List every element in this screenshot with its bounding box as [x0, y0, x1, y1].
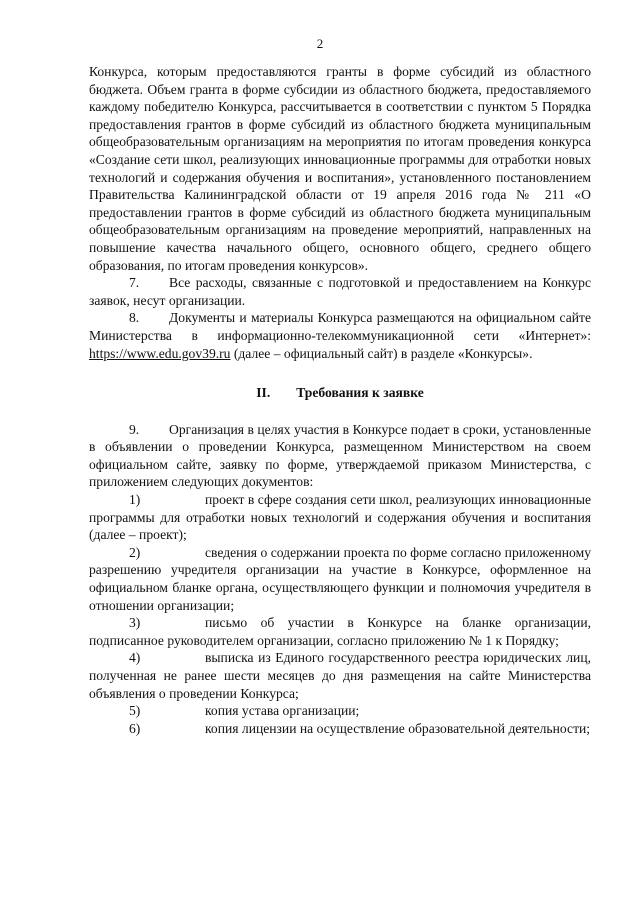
- list-item-text: копия устава организации;: [205, 703, 360, 719]
- paragraph-9-number: 9.: [129, 421, 140, 437]
- list-item-label: 1): [129, 492, 141, 508]
- paragraph-8-text-after: (далее – официальный сайт) в разделе «Конкурсы».: [230, 345, 533, 361]
- list-item-text: проект в сфере создания сети школ, реализующих инновационные программы для отработки новых технологий и содержания обучения и воспитания (далее – проект);: [89, 492, 591, 543]
- document-body: [89, 63, 591, 737]
- paragraph-7: [89, 274, 591, 309]
- paragraph-7-text: Все расходы, связанные с подготовкой и предоставлением на Конкурс заявок, несут организации.: [89, 275, 591, 308]
- list-item: [89, 491, 591, 544]
- list-item: [89, 614, 591, 649]
- paragraph-9-text: Организация в целях участия в Конкурсе подает в сроки, установленные в объявлении о проведении Конкурса, размещенном Министерством на своем официальном сайте, заявку по форме, утверждаемой приказом Министерства, с приложением следующих документов:: [89, 421, 591, 490]
- section-number: II.: [256, 385, 271, 401]
- list-item: [89, 720, 591, 738]
- list-item-label: 6): [129, 720, 141, 736]
- paragraph-8-text-before: Документы и материалы Конкурса размещаются на официальном сайте Министерства в информационно-телекоммуникационной сети «Интернет»:: [89, 310, 591, 343]
- list-item-text: копия лицензии на осуществление образовательной деятельности;: [205, 720, 591, 736]
- list-item-label: 5): [129, 703, 141, 719]
- list-item-label: 2): [129, 544, 141, 560]
- official-site-link[interactable]: https://www.edu.gov39.ru: [89, 345, 231, 361]
- paragraph-6-continuation: Конкурса, которым предоставляются гранты в форме субсидий из областного бюджета. Объем гранта в форме субсидии из областного бюджета, предоставляемого каждому победителю Конкурса, рассчитывается в соответствии с пунктом 5 Порядка предоставления грантов в форме субсидий из областного бюджета муниципальным общеобразовательным организациям на мероприятия по итогам проведения конкурса «Создание сети школ, реализующих инновационные программы для отработки новых технологий и содержания обучения и воспитания», установленного постановлением Правительства Калининградской области от 19 апреля 2016 года № 211 «О предоставлении грантов в форме субсидий из областного бюджета муниципальным общеобразовательным организациям на проведение мероприятий, направленных на повышение качества начального общего, основного общего, среднего общего образования, по итогам проведения конкурсов».: [89, 64, 591, 273]
- section-title: Требования к заявке: [296, 385, 424, 401]
- list-item-text: сведения о содержании проекта по форме согласно приложенному разрешению учредителя организации на участие в Конкурсе, оформленное на официальном бланке органа, осуществляющего функции и полномочия учредителя в отношении организации;: [89, 544, 591, 613]
- paragraph-9: [89, 421, 591, 491]
- list-item: [89, 544, 591, 614]
- list-item: [89, 702, 591, 720]
- paragraph-8: [89, 309, 591, 362]
- section-heading: [89, 384, 591, 402]
- list-item-text: выписка из Единого государственного реестра юридических лиц, полученная не ранее шести месяцев до дня размещения на сайте Министерства объявления о проведении Конкурса;: [89, 650, 591, 701]
- paragraph-7-number: 7.: [129, 275, 140, 291]
- list-item-label: 3): [129, 615, 141, 631]
- list-item: [89, 649, 591, 702]
- page-number: 2: [316, 36, 324, 51]
- list-item-label: 4): [129, 650, 141, 666]
- list-item-text: письмо об участии в Конкурсе на бланке организации, подписанное руководителем организации, согласно приложению № 1 к Порядку;: [89, 615, 591, 648]
- paragraph-8-number: 8.: [129, 310, 140, 326]
